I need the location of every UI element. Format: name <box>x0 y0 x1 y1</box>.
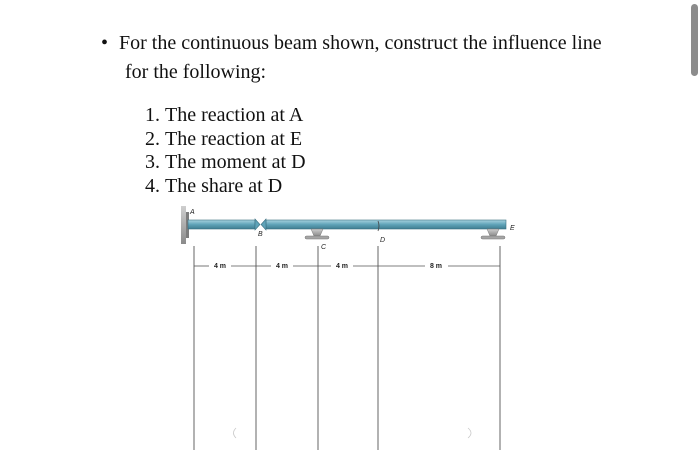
bullet: • <box>101 32 109 54</box>
point-label-a: A <box>190 209 195 216</box>
task-number: 2. <box>145 127 160 150</box>
dimension-bc: 4 m <box>275 263 289 270</box>
task-text: The moment at D <box>165 151 306 173</box>
point-label-e: E <box>510 225 515 232</box>
beam <box>188 220 506 229</box>
hinge-b <box>255 219 266 230</box>
faint-marks <box>234 428 472 438</box>
point-label-c: C <box>321 244 327 251</box>
task-number: 1. <box>145 104 160 126</box>
extension-lines <box>194 246 500 450</box>
roller-support-e <box>481 229 505 239</box>
dimension-de: 8 m <box>429 263 443 270</box>
point-label-b: B <box>258 231 263 238</box>
point-label-d: D <box>380 237 386 244</box>
prompt-line-1: For the continuous beam shown, construct the influence line <box>119 32 602 54</box>
roller-support-c <box>305 229 329 239</box>
task-number: 4. <box>145 174 160 197</box>
task-text: The reaction at A <box>165 104 304 126</box>
prompt-line-2: for the following: <box>125 61 267 83</box>
task-text: The share at D <box>165 174 283 197</box>
dimension-cd: 4 m <box>335 263 349 270</box>
task-text: The reaction at E <box>165 127 303 150</box>
dimension-ab: 4 m <box>213 263 227 270</box>
task-number: 3. <box>145 151 160 173</box>
